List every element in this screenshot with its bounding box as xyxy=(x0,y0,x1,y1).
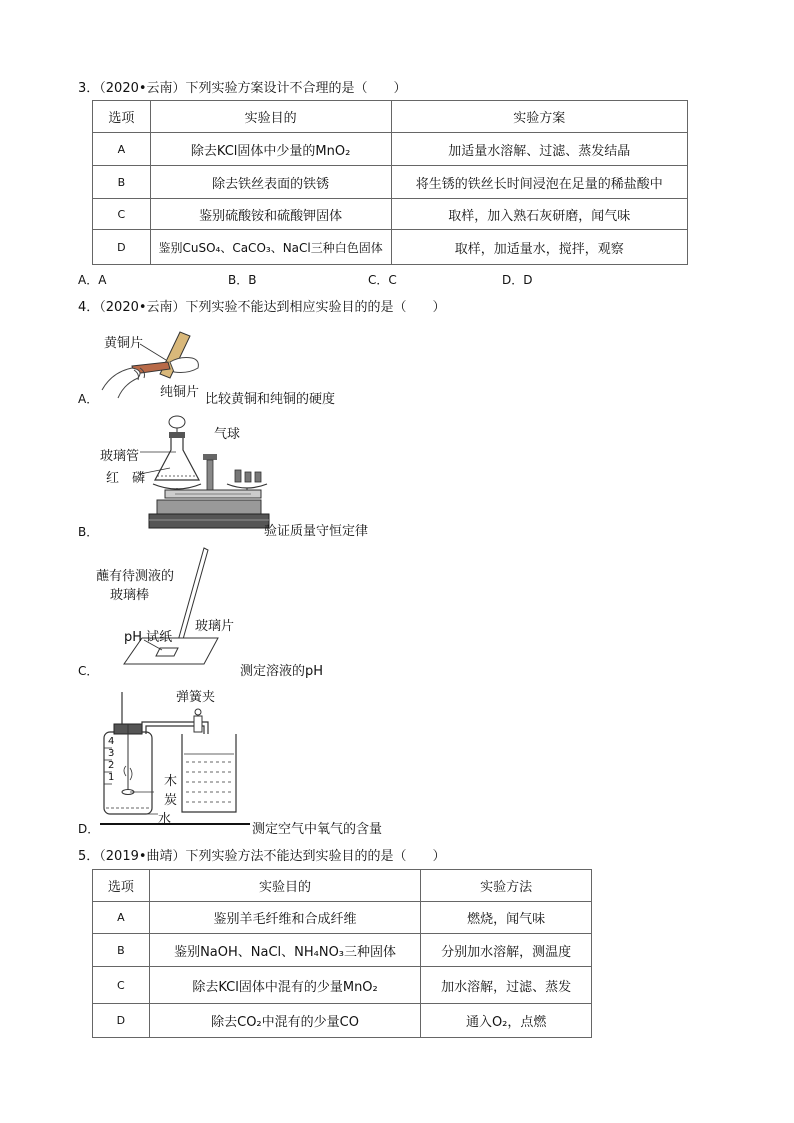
brass-label: 黄铜片 xyxy=(104,336,144,351)
table-cell: 分别加水溶解，测温度 xyxy=(421,934,592,967)
jar-mark: 4 xyxy=(108,736,115,747)
table-cell: 鉴别NaOH、NaCl、NH₄NO₃三种固体 xyxy=(149,934,421,967)
jar-mark: 1 xyxy=(108,772,115,783)
jar-mark: 3 xyxy=(108,748,115,759)
option-b: B．B xyxy=(228,273,257,287)
table-row xyxy=(93,199,688,230)
q4-option-b-caption: 验证质量守恒定律 xyxy=(264,524,369,539)
option-d: D．D xyxy=(502,273,533,287)
table-row xyxy=(93,166,688,199)
q4-option-d-caption: 测定空气中氧气的含量 xyxy=(252,822,383,837)
oxygen-test-figure xyxy=(100,690,250,830)
table-cell: 鉴别CuSO₄、CaCO₃、NaCl三种白色固体 xyxy=(150,230,391,265)
table-cell: B xyxy=(93,166,151,199)
q4-option-a-letter: A． xyxy=(78,392,99,406)
table-row xyxy=(93,967,592,1004)
red-phosphorus-label: 红 磷 xyxy=(106,471,146,486)
table-header-cell: 实验方法 xyxy=(421,870,592,902)
q4-option-c-letter: C． xyxy=(78,664,99,678)
option-c: C．C xyxy=(368,273,397,287)
table-cell: B xyxy=(93,934,150,967)
charcoal-label-2: 炭 xyxy=(164,793,178,808)
table-cell: D xyxy=(93,1004,150,1038)
leader-lines xyxy=(140,450,180,480)
q3-table xyxy=(92,100,688,265)
ph-paper-label: pH 试纸 xyxy=(124,630,173,645)
table-cell: 取样，加适量水，搅拌，观察 xyxy=(391,230,687,265)
table-row xyxy=(93,902,592,934)
table-row xyxy=(93,934,592,967)
q4-option-d-letter: D． xyxy=(78,822,100,836)
table-cell: 加水溶解，过滤、蒸发 xyxy=(421,967,592,1004)
table-header-cell: 选项 xyxy=(93,870,150,902)
q4-option-b-letter: B． xyxy=(78,525,99,539)
table-cell: 除去铁丝表面的铁锈 xyxy=(150,166,391,199)
table-header-cell: 实验目的 xyxy=(150,101,391,133)
table-header-row xyxy=(93,101,688,133)
table-row xyxy=(93,133,688,166)
q3-title: 3．（2020•云南）下列实验方案设计不合理的是（ ） xyxy=(78,81,407,96)
q5-title: 5．（2019•曲靖）下列实验方法不能达到实验目的的是（ ） xyxy=(78,849,446,864)
option-a: A．A xyxy=(78,273,107,287)
table-cell: C xyxy=(93,199,151,230)
glass-tube-label: 玻璃管 xyxy=(100,449,140,464)
q5-table xyxy=(92,869,592,1038)
table-cell: 除去KCl固体中混有的少量MnO₂ xyxy=(149,967,421,1004)
table-cell: 加适量水溶解、过滤、蒸发结晶 xyxy=(391,133,687,166)
table-cell: 除去KCl固体中少量的MnO₂ xyxy=(150,133,391,166)
table-cell: C xyxy=(93,967,150,1004)
jar-mark: 2 xyxy=(108,760,115,771)
table-cell: 燃烧，闻气味 xyxy=(421,902,592,934)
rod-label-1: 蘸有待测液的 xyxy=(96,569,175,584)
table-cell: 鉴别硫酸铵和硫酸钾固体 xyxy=(150,199,391,230)
table-header-cell: 选项 xyxy=(93,101,151,133)
water-label: 水 xyxy=(158,812,172,827)
table-header-cell: 实验方案 xyxy=(391,101,687,133)
q4-title: 4．（2020•云南）下列实验不能达到相应实验目的的是（ ） xyxy=(78,300,446,315)
table-cell: 除去CO₂中混有的少量CO xyxy=(149,1004,421,1038)
table-cell: 取样，加入熟石灰研磨，闻气味 xyxy=(391,199,687,230)
table-cell: 鉴别羊毛纤维和合成纤维 xyxy=(149,902,421,934)
glass-plate-label: 玻璃片 xyxy=(195,619,235,634)
copper-label: 纯铜片 xyxy=(160,385,200,400)
rod-label-2: 玻璃棒 xyxy=(110,588,150,603)
table-cell: 将生锈的铁丝长时间浸泡在足量的稀盐酸中 xyxy=(391,166,687,199)
table-header-row xyxy=(93,870,592,902)
charcoal-label-1: 木 xyxy=(164,774,178,789)
table-row xyxy=(93,230,688,265)
balloon-label: 气球 xyxy=(214,427,241,442)
table-cell: 通入O₂，点燃 xyxy=(421,1004,592,1038)
table-header-cell: 实验目的 xyxy=(149,870,421,902)
table-cell: A xyxy=(93,133,151,166)
q4-option-a-caption: 比较黄铜和纯铜的硬度 xyxy=(205,392,336,407)
table-cell: D xyxy=(93,230,151,265)
q4-option-c-caption: 测定溶液的pH xyxy=(240,664,324,679)
table-row xyxy=(93,1004,592,1038)
clamp-label: 弹簧夹 xyxy=(176,690,216,705)
table-cell: A xyxy=(93,902,150,934)
